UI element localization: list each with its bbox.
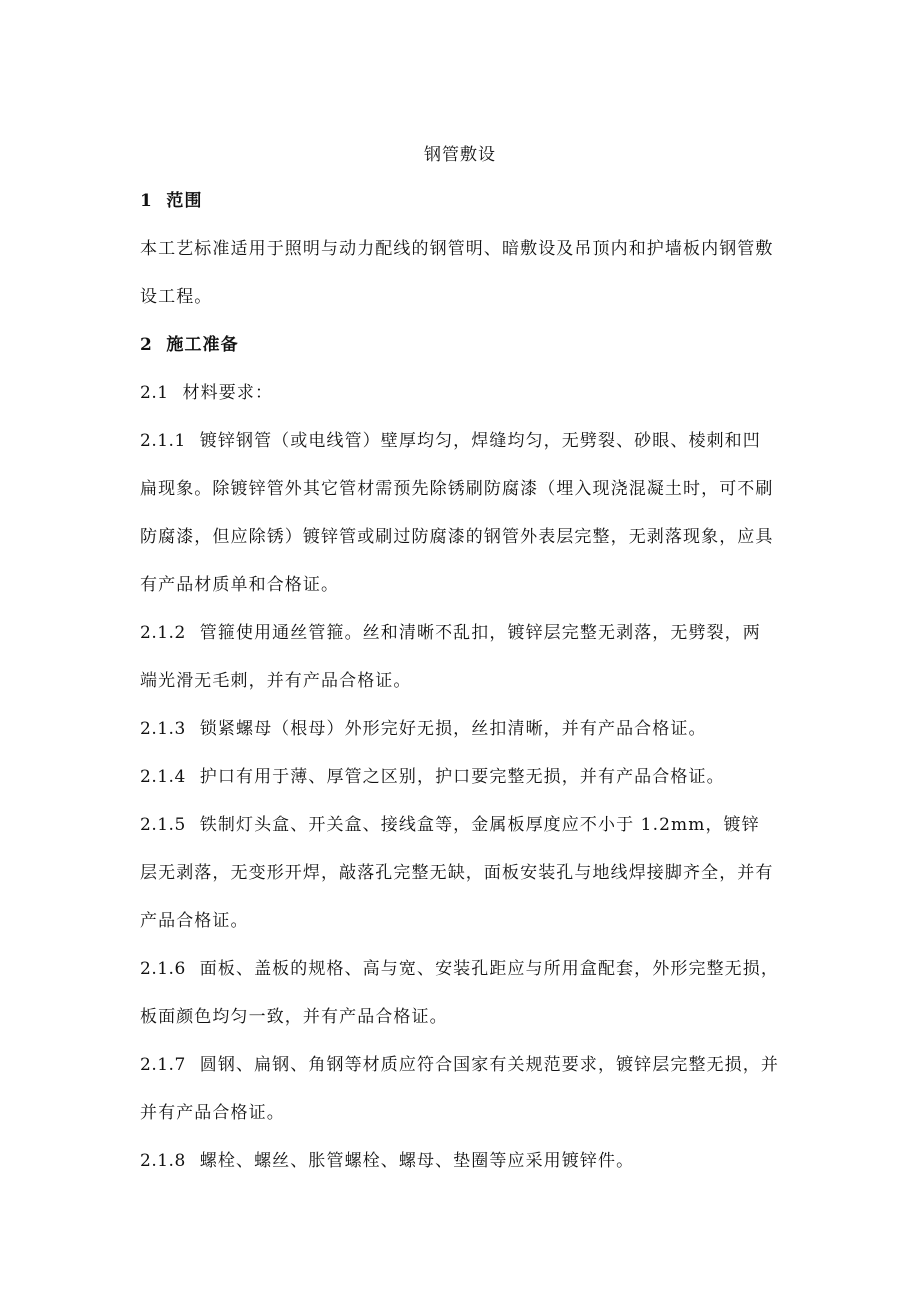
paragraph-line: 设工程。 (140, 287, 213, 307)
section-number: 2 (140, 335, 153, 355)
section-title: 范围 (166, 191, 203, 211)
item-number: 2.1.3 (140, 719, 186, 739)
paragraph-line: 端光滑无毛刺，并有产品合格证。 (140, 671, 412, 691)
item-text: 圆钢、扁钢、角钢等材质应符合国家有关规范要求，镀锌层完整无损，并 (199, 1055, 779, 1075)
item-number: 2.1.2 (140, 623, 186, 643)
item-text: 管箍使用通丝管箍。丝和清晰不乱扣，镀锌层完整无剥落，无劈裂，两 (199, 623, 761, 643)
list-item (140, 428, 761, 454)
paragraph-line: 本工艺标准适用于照明与动力配线的钢管明、暗敷设及吊顶内和护墙板内钢管敷 (140, 239, 774, 259)
item-number: 2.1.4 (140, 767, 186, 787)
list-item (140, 716, 707, 742)
list-item (140, 812, 760, 838)
list-item (140, 1052, 779, 1078)
paragraph-line: 层无剥落，无变形开焊，敲落孔完整无缺，面板安装孔与地线焊接脚齐全，并有 (140, 863, 774, 883)
subsection-number: 2.1 (140, 383, 169, 403)
list-item (140, 1148, 634, 1174)
list-item (140, 956, 779, 982)
paragraph-line: 防腐漆，但应除锈）镀锌管或刷过防腐漆的钢管外表层完整，无剥落现象，应具 (140, 527, 774, 547)
section-number: 1 (140, 191, 153, 211)
paragraph-line: 并有产品合格证。 (140, 1103, 285, 1123)
item-text: 锁紧螺母（根母）外形完好无损，丝扣清晰，并有产品合格证。 (199, 719, 707, 739)
item-number: 2.1.6 (140, 959, 186, 979)
section-heading-2 (140, 332, 239, 358)
item-number: 2.1.8 (140, 1151, 186, 1171)
item-text: 面板、盖板的规格、高与宽、安装孔距应与所用盒配套，外形完整无损， (199, 959, 779, 979)
item-text: 镀锌钢管（或电线管）壁厚均匀，焊缝均匀，无劈裂、砂眼、棱刺和凹 (199, 431, 761, 451)
item-text: 铁制灯头盒、开关盒、接线盒等，金属板厚度应不小于 1.2mm，镀锌 (199, 815, 760, 835)
list-item (140, 620, 761, 646)
paragraph-line: 产品合格证。 (140, 911, 249, 931)
subsection-heading (140, 380, 273, 406)
paragraph-line: 扁现象。除镀锌管外其它管材需预先除锈刷防腐漆（埋入现浇混凝土时，可不刷 (140, 479, 774, 499)
item-text: 螺栓、螺丝、胀管螺栓、螺母、垫圈等应采用镀锌件。 (199, 1151, 635, 1171)
item-text: 护口有用于薄、厚管之区别，护口要完整无损，并有产品合格证。 (199, 767, 725, 787)
page-title: 钢管敷设 (424, 145, 496, 165)
paragraph-line: 有产品材质单和合格证。 (140, 575, 340, 595)
subsection-title: 材料要求： (182, 383, 274, 403)
item-number: 2.1.1 (140, 431, 186, 451)
item-number: 2.1.7 (140, 1055, 186, 1075)
section-title: 施工准备 (166, 335, 239, 355)
item-number: 2.1.5 (140, 815, 186, 835)
section-heading-1 (140, 188, 203, 214)
list-item (140, 764, 725, 790)
paragraph-line: 板面颜色均匀一致，并有产品合格证。 (140, 1007, 448, 1027)
